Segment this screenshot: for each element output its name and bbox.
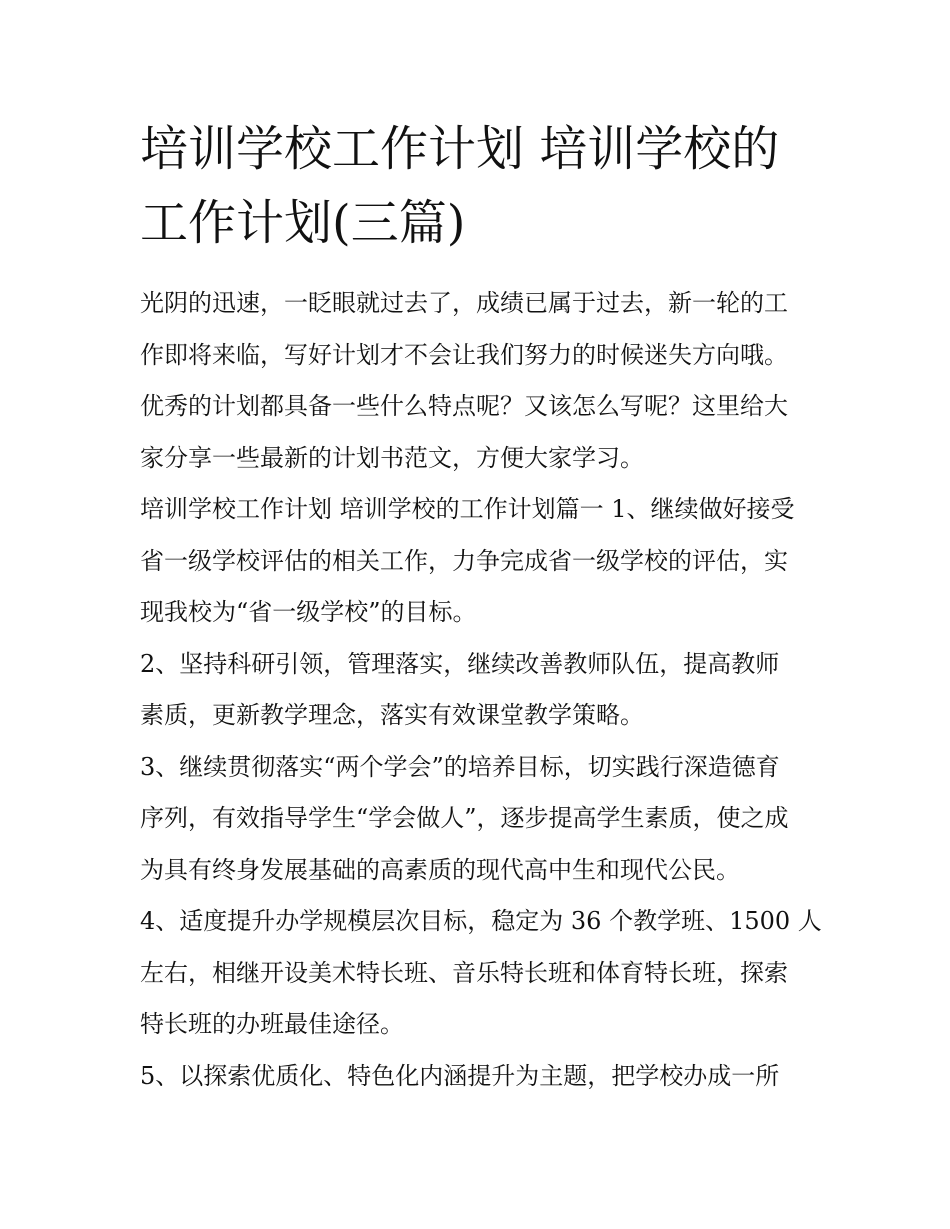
document-page xyxy=(140,112,822,1102)
text-line: 家分享一些最新的计划书范文，方便大家学习。 xyxy=(140,443,644,472)
paragraph-intro xyxy=(140,278,812,484)
text-line: 光阴的迅速，一眨眼就过去了，成绩已属于过去，新一轮的工 xyxy=(140,289,788,317)
text-line: 5、以探索优质化、特色化内涵提升为主题，把学校办成一所 xyxy=(140,1061,780,1090)
paragraph-item-2 xyxy=(140,639,812,742)
paragraph-item-3 xyxy=(140,742,812,897)
paragraph-item-4 xyxy=(140,896,822,1051)
text-line: 3、继续贯彻落实“两个学会”的培养目标，切实践行深造德育 xyxy=(140,752,780,781)
title-line-1: 培训学校工作计划 培训学校的 xyxy=(140,121,780,177)
title-line-2: 工作计划(三篇) xyxy=(140,195,466,251)
document-title xyxy=(140,112,812,260)
text-line: 作即将来临，写好计划才不会让我们努力的时候迷失方向哦。 xyxy=(140,340,788,369)
text-line: 省一级学校评估的相关工作，力争完成省一级学校的评估，实 xyxy=(140,546,788,575)
text-line: 2、坚持科研引领，管理落实，继续改善教师队伍，提高教师 xyxy=(140,649,780,678)
text-line: 左右，相继开设美术特长班、音乐特长班和体育特长班，探索 xyxy=(140,958,788,987)
text-line: 为具有终身发展基础的高素质的现代高中生和现代公民。 xyxy=(140,855,740,884)
text-line: 4、适度提升办学规模层次目标，稳定为 36 个教学班、1500 人 xyxy=(140,907,822,935)
text-line: 素质，更新教学理念，落实有效课堂教学策略。 xyxy=(140,701,644,729)
text-line: 特长班的办班最佳途径。 xyxy=(140,1010,404,1038)
text-line: 优秀的计划都具备一些什么特点呢？又该怎么写呢？这里给大 xyxy=(140,392,788,420)
paragraph-item-5 xyxy=(140,1051,812,1103)
document-body xyxy=(140,278,822,1102)
text-line: 序列，有效指导学生“学会做人”，逐步提高学生素质，使之成 xyxy=(140,804,789,832)
text-line: 现我校为“省一级学校”的目标。 xyxy=(140,598,477,626)
text-line: 培训学校工作计划 培训学校的工作计划篇一 1、继续做好接受 xyxy=(140,495,795,523)
paragraph-item-1 xyxy=(140,484,812,639)
